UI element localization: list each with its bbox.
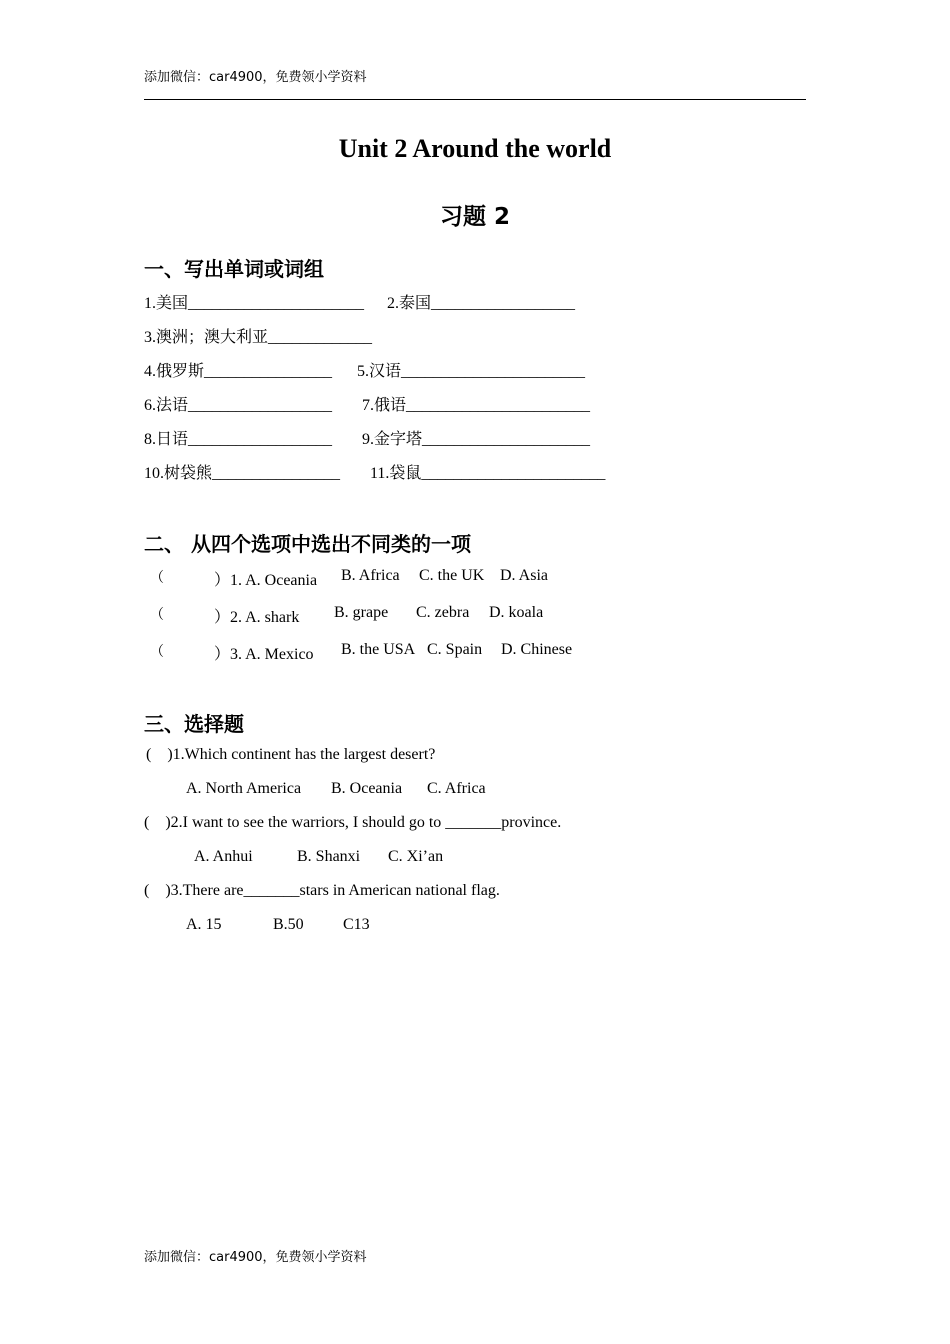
s2-q3-option-b: B. the USA — [341, 641, 416, 658]
s3-q1-option-b: B. Oceania — [331, 780, 403, 797]
s2-q1-option-c: C. the UK — [419, 567, 485, 584]
s1-line1-left: 1.美国______________________ — [144, 295, 365, 312]
s2-q2-option-c: C. zebra — [416, 604, 470, 621]
section3-heading: 三、选择题 — [144, 712, 244, 736]
s1-line5-left: 8.日语__________________ — [144, 431, 333, 448]
s1-line3-right: 5.汉语_______________________ — [357, 363, 586, 380]
s2-q3-option-c: C. Spain — [427, 641, 483, 658]
s2-q2-option-b: B. grape — [334, 604, 389, 621]
s2-q3-option-d: D. Chinese — [501, 641, 573, 658]
s1-line4-left: 6.法语__________________ — [144, 397, 333, 414]
s2-q1-open-paren: （ — [150, 571, 164, 586]
header-rule — [144, 99, 806, 100]
page-subtitle: 习题 2 — [439, 204, 510, 230]
s1-line4-right: 7.俄语_______________________ — [362, 397, 591, 414]
s3-q3-option-c: C13 — [343, 916, 370, 933]
s1-line6-right: 11.袋鼠_______________________ — [370, 465, 606, 482]
s2-q1-option-d: D. Asia — [500, 567, 548, 584]
s3-q2-option-c: C. Xi’an — [388, 848, 444, 865]
s1-line5-right: 9.金字塔_____________________ — [362, 431, 591, 448]
s2-q1-option-b: B. Africa — [341, 567, 400, 584]
s1-line6-left: 10.树袋熊________________ — [144, 465, 341, 482]
s2-q3-option-a: ）3. A. Mexico — [214, 646, 314, 663]
section2-heading: 二、 从四个选项中选出不同类的一项 — [144, 532, 471, 556]
s3-q2-option-b: B. Shanxi — [297, 848, 361, 865]
footer-note: 添加微信：car4900，免费领小学资料 — [144, 1250, 367, 1265]
s2-q2-open-paren: （ — [150, 608, 164, 623]
s3-q1-option-c: C. Africa — [427, 780, 486, 797]
s3-q2-option-a: A. Anhui — [194, 848, 253, 865]
page-title: Unit 2 Around the world — [338, 134, 612, 163]
s2-q2-option-d: D. koala — [489, 604, 544, 621]
s1-line2-left: 3.澳洲；澳大利亚_____________ — [144, 329, 373, 346]
s3-q3-option-a: A. 15 — [186, 916, 222, 933]
s3-q2-stem: ( )2.I want to see the warriors, I should go to _______province. — [144, 814, 562, 831]
s3-q3-option-b: B.50 — [273, 916, 304, 933]
s1-line1-right: 2.泰国__________________ — [387, 295, 576, 312]
s2-q3-open-paren: （ — [150, 645, 164, 660]
s1-line3-left: 4.俄罗斯________________ — [144, 363, 333, 380]
header-note: 添加微信：car4900，免费领小学资料 — [144, 70, 367, 85]
s3-q1-stem: ( )1.Which continent has the largest desert? — [146, 746, 436, 763]
s3-q1-option-a: A. North America — [186, 780, 302, 797]
s3-q3-stem: ( )3.There are_______stars in American national flag. — [144, 882, 500, 899]
section1-heading: 一、写出单词或词组 — [144, 257, 324, 281]
s2-q1-option-a: ）1. A. Oceania — [214, 572, 318, 589]
s2-q2-option-a: ）2. A. shark — [214, 609, 300, 626]
